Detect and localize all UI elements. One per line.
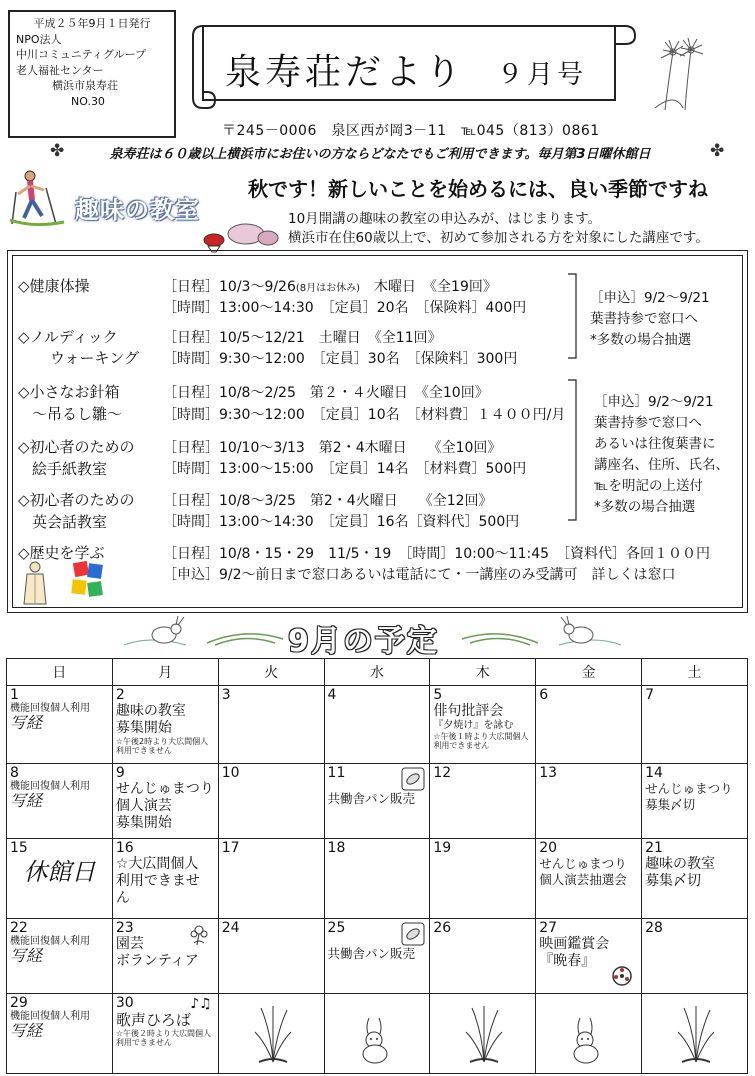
weekday-mon: 月 <box>112 659 218 686</box>
rabbit-icon <box>353 1014 397 1066</box>
day-cell: 10 <box>218 764 324 839</box>
rabbit-icon <box>555 615 625 651</box>
org-center: 老人福祉センター <box>16 63 104 77</box>
course-schedule: ［日程］10/8・15・29 11/5・19 ［時間］10:00～11:45 ［資料代］各回１００円 <box>163 546 711 562</box>
calendar-title: 9月の予定 <box>288 624 439 659</box>
day-cell-empty <box>218 994 324 1074</box>
day-cell: 16 ☆大広間個人 利用できませ ん <box>112 839 218 919</box>
day-cell: 18 <box>324 839 430 919</box>
day-cell: 9 せんじゅまつり 個人演芸 募集開始 <box>112 764 218 839</box>
pampas-grass-icon <box>674 1002 718 1066</box>
apply-note-b: ［申込］9/2～9/21 葉書持参で窓口へ あるいは往復葉書に 講座名、住所、氏名、 ℡を明記の上送付 *多数の場合抽選 <box>594 394 729 515</box>
day-cell: 3 <box>218 686 324 764</box>
day-cell-empty <box>324 994 430 1074</box>
org-facility: 横浜市泉寿荘 <box>52 79 118 92</box>
flower-icon <box>186 921 212 947</box>
course-name: ◇初心者のための <box>18 438 135 456</box>
hobby-class-label: 趣味の教室 <box>75 196 200 224</box>
day-cell: 20 せんじゅまつり 個人演芸抽選会 <box>536 839 642 919</box>
rabbit-icon <box>564 1014 608 1066</box>
day-cell: 1 機能回復個人利用 写経 <box>7 686 113 764</box>
weekday-wed: 水 <box>324 659 430 686</box>
english-blocks-icon <box>70 560 106 602</box>
day-cell: 25 共働舎パン販売 <box>324 919 430 994</box>
day-cell: 21 趣味の教室 募集〆切 <box>642 839 748 919</box>
day-cell: 26 <box>430 919 536 994</box>
music-note-icon: ♪♫ <box>190 996 212 1012</box>
course-schedule: ［日程］10/10～3/13 第2・4木曜日 《全10回》 <box>163 440 502 456</box>
weekday-sat: 土 <box>642 659 748 686</box>
pampas-grass-icon <box>251 1002 295 1066</box>
spider-lily-icon <box>645 22 715 112</box>
day-cell-empty <box>642 994 748 1074</box>
historical-figure-icon <box>22 560 48 606</box>
hobby-headline: 秋です！新しいことを始めるには、良い季節ですね <box>248 177 708 201</box>
hobby-intro-2: 横浜市在住60歳以上で、初めて参加される方を対象にした講座です。 <box>288 230 709 246</box>
course-name: ◇歴史を学ぶ <box>18 544 105 562</box>
org-group: 中川コミュニティグループ <box>16 48 147 61</box>
course-name-sub: 英会話教室 <box>32 513 108 531</box>
course-name-sub: ウォーキング <box>50 349 139 367</box>
org-npo: NPO法人 <box>16 32 62 46</box>
day-cell: 11 共働舎パン販売 <box>324 764 430 839</box>
nordic-walker-icon <box>8 168 68 228</box>
course-details: ［時間］9:30～12:00 ［定員］30名 ［保険料］300円 <box>163 351 518 367</box>
day-cell: 4 <box>324 686 430 764</box>
day-cell: 27 映画鑑賞会 『晩春』 <box>536 919 642 994</box>
day-cell: 29 機能回復個人利用 写経 <box>7 994 113 1074</box>
course-details: ［時間］13:00～15:00 ［定員］14名 ［材料費］500円 <box>163 461 527 477</box>
eligibility-notice: 泉寿荘は６０歳以上横浜市にお住いの方ならどなたでもご利用できます。毎月第3日曜休館日 <box>109 147 651 162</box>
day-cell-empty <box>536 994 642 1074</box>
course-details: ［時間］13:00～14:30 ［定員］16名［資料代］500円 <box>163 514 520 530</box>
day-cell: 6 <box>536 686 642 764</box>
course-name-sub: ～吊るし雛～ <box>32 405 123 423</box>
day-cell: 30 ♪♫ 歌声ひろば ☆午後２時より大広間個人 利用できません <box>112 994 218 1074</box>
bread-icon <box>401 767 425 791</box>
bread-icon <box>401 922 425 946</box>
address-line: 〒245－0006 泉区西が岡3－11 ℡045（813）0861 <box>222 123 600 139</box>
day-cell: 23 園芸 ボランティア <box>112 919 218 994</box>
film-reel-icon <box>611 965 633 987</box>
day-cell: 13 <box>536 764 642 839</box>
day-cell: 15 休館日 <box>7 839 113 919</box>
grass-icon <box>460 625 540 647</box>
course-schedule: ［日程］10/5～12/21 土曜日 《全11回》 <box>163 330 442 346</box>
rabbit-icon <box>120 615 190 651</box>
day-cell: 17 <box>218 839 324 919</box>
clover-icon: ✤ <box>710 141 725 161</box>
course-schedule: ［日程］10/3～9/26(8月はお休み) 木曜日 《全19回》 <box>163 279 497 295</box>
course-details: ［時間］13:00～14:30 ［定員］20名 ［保険料］400円 <box>163 300 527 316</box>
weekday-tue: 火 <box>218 659 324 686</box>
day-cell-empty <box>430 994 536 1074</box>
day-cell: 14 せんじゅまつり 募集〆切 <box>642 764 748 839</box>
issue-info-box <box>8 10 176 138</box>
closed-day-label: 休館日 <box>23 858 96 886</box>
course-schedule: ［日程］10/8～3/25 第2・4火曜日 《全12回》 <box>163 493 493 509</box>
course-schedule: ［日程］10/8～2/25 第２・４火曜日 《全10回》 <box>163 385 489 401</box>
course-name-sub: 絵手紙教室 <box>32 460 108 478</box>
day-cell: 19 <box>430 839 536 919</box>
course-name: ◇ノルディック <box>18 328 118 346</box>
course-apply: ［申込］9/2～前日まで窓口あるいは電話にて・一講座のみ受講可 詳しくは窓口 <box>163 567 676 583</box>
weekday-thu: 木 <box>430 659 536 686</box>
day-cell: 5 俳句批評会 『夕焼け』を詠む ☆午後１時より大広間個人 利用できません <box>430 686 536 764</box>
day-cell: 24 <box>218 919 324 994</box>
day-cell: 7 <box>642 686 748 764</box>
grass-icon <box>205 625 285 647</box>
course-details: ［時間］9:30～12:00 ［定員］10名 ［材料費］１４００円/月 <box>163 407 566 423</box>
day-cell: 2 趣味の教室 募集開始 ☆午後2時より大広間個人 利用できません <box>112 686 218 764</box>
pampas-grass-icon <box>462 1002 506 1066</box>
course-name: ◇健康体操 <box>18 277 90 295</box>
course-name: ◇小さなお針箱 <box>18 383 120 401</box>
course-name: ◇初心者のための <box>18 491 135 509</box>
september-calendar <box>6 658 748 1074</box>
day-cell: 22 機能回復個人利用 写経 <box>7 919 113 994</box>
weekday-sun: 日 <box>7 659 113 686</box>
day-cell: 12 <box>430 764 536 839</box>
apply-note-a: ［申込］9/2～9/21 葉書持参で窓口へ *多数の場合抽選 <box>590 290 710 348</box>
weekday-fri: 金 <box>536 659 642 686</box>
day-cell: 28 <box>642 919 748 994</box>
bracket-icon <box>566 378 586 524</box>
bracket-icon <box>566 272 586 362</box>
issue-date: 平成２５年9月１日発行 <box>33 17 151 30</box>
clover-icon: ✤ <box>50 141 65 161</box>
hobby-intro-1: 10月開講の趣味の教室の申込みが、はじまります。 <box>288 211 602 227</box>
day-cell: 8 機能回復個人利用 写経 <box>7 764 113 839</box>
newsletter-title: 泉寿荘だより <box>225 52 466 93</box>
issue-number: NO.30 <box>71 94 105 108</box>
newsletter-month: ９月号 <box>497 60 588 90</box>
